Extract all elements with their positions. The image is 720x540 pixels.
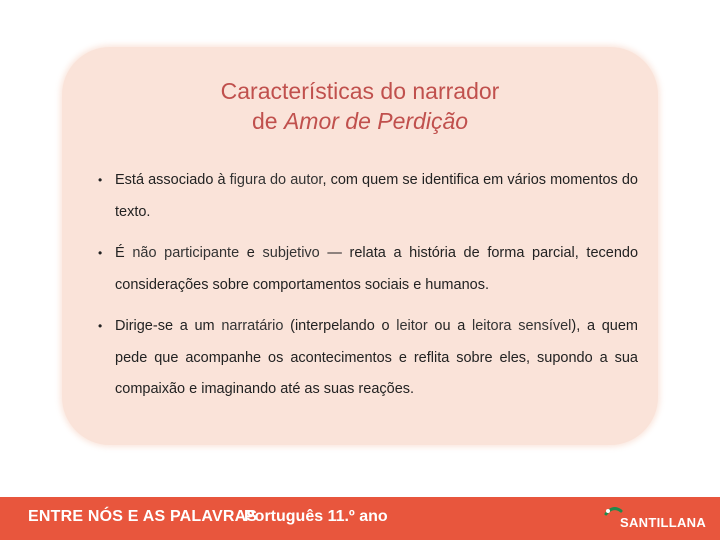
bullet-text: ), a quem pede que acompanhe os acontecimentos e reflita sobre eles, supondo a sua compaixão e imaginando até as suas reações. <box>115 318 639 397</box>
footer-bar <box>0 497 720 540</box>
title-line-2-prefix: de <box>251 108 284 134</box>
publisher-name: SANTILLANA <box>620 515 707 530</box>
subject-label: Português 11.º ano <box>244 508 388 525</box>
bullet-text: ou a <box>427 318 472 334</box>
series-title: ENTRE NÓS E AS PALAVRAS <box>28 508 258 525</box>
highlighted-term: não participante <box>132 245 240 261</box>
bullet-item <box>98 311 638 406</box>
title-line-1: Características do narrador <box>220 78 500 104</box>
slide-title <box>62 76 658 136</box>
bullet-text: Está associado à <box>115 172 230 188</box>
bullet-text: , com quem se identifica em vários momentos do texto. <box>115 172 638 220</box>
content-card <box>62 47 658 445</box>
highlighted-term: figura do autor <box>229 172 323 188</box>
book-title: Amor de Perdição <box>283 108 469 134</box>
bullet-item <box>98 238 638 301</box>
bullet-text: — relata a história de forma parcial, tecendo considerações sobre comportamentos sociais e humanos. <box>115 245 639 293</box>
publisher-logo <box>602 504 707 534</box>
highlighted-term: subjetivo <box>262 245 320 261</box>
bullet-list <box>98 165 638 416</box>
highlighted-term: narratário <box>221 318 284 334</box>
highlighted-term: leitora sensível <box>472 318 572 334</box>
highlighted-term: leitor <box>396 318 428 334</box>
bullet-text: Dirige-se a um <box>115 318 222 334</box>
bullet-item <box>98 165 638 228</box>
bullet-text: (interpelando o <box>283 318 397 334</box>
bullet-text: É <box>115 245 133 261</box>
bullet-text: e <box>239 245 263 261</box>
